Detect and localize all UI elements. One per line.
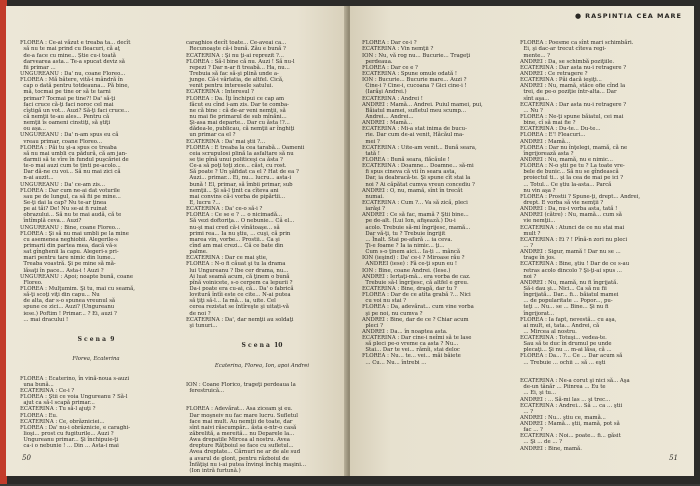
text-line: ECATERINA : Andrei... Să ... ca ... ştii [520, 402, 623, 409]
text-line: mari pentru tare nimic din lume... [20, 255, 116, 262]
text-line: ECATERINA : Ce-i ? [20, 388, 75, 394]
text-line: Băiatul mamei, sufletul meu scump... [362, 107, 467, 114]
text-line: ANDREI : Ce retragere ? [520, 71, 588, 78]
text-line: nu-şi mai cred că-i vînătoaşe... să [186, 224, 280, 231]
text-line: FLOREA : E'! Fleacuri... [520, 132, 586, 139]
text-line: Da-i poate era cu-ai, că... Da' o fabrică [186, 285, 294, 292]
text-line: perdeaua. [362, 58, 393, 65]
text-line: lui Ungureanu ? Ibe cer drama, nu... [186, 267, 289, 274]
text-line: bele de bunic... Să nu se gîndească [520, 169, 619, 176]
text-line: numai. [362, 193, 384, 200]
text-line: repezi ? Dar n-ar fi treabă... Ha, nu... [186, 64, 290, 71]
text-line: noi ? Ai căpătat cumva vreun concediu ? [362, 181, 475, 188]
text-line: primar? Tocmai pe tine?! Da' să-ţi [20, 95, 116, 102]
text-line: obrazului... Să nu te mai audă, că te [20, 212, 122, 219]
text-line: FLOREA : Dar cum ne-ai dat voturile [20, 187, 120, 194]
text-line: FLOREA : N-o ştii pe tu ? La toate vre- [520, 163, 625, 170]
text-line: ECATERINA : Da' mai ştii ?... [186, 138, 266, 145]
text-line: ANDREI : Da, nu-i vorba asta, tată ! [520, 206, 618, 213]
text-line: ECATERINA : Dar asta nu-i retragere ? [520, 64, 627, 71]
text-line: ANDREI : Nu, mamă, stăce ofie cînd la [520, 83, 626, 90]
left-page [6, 6, 348, 476]
text-line: Dar dă-ne cu voi... Să nu mai zici că [20, 169, 121, 176]
text-line: lăsaţi în pace... Asta-i ! Auzi ? [20, 267, 104, 274]
text-line: FLOREA : Ce-ai văzut e treaba ta... decît [20, 40, 131, 47]
running-header-title: RASPINTIA CEA MARE [585, 12, 682, 20]
left-page-column-1 [20, 28, 172, 458]
text-line: ... Nu ? [520, 107, 543, 114]
left-page-column-2 [186, 28, 338, 474]
text-line: ... Cu... Nu... întrebi ... [362, 359, 427, 366]
text-line: teţi ... Nu... se ... Bine... Şi nu fi [520, 304, 609, 311]
text-line: trei, de pe-o poziţie într-alta... Dar [520, 89, 617, 96]
text-line: ECATERINA : Păi dacă ieşiţi... [520, 77, 602, 84]
text-line: primi rea... Ia nu ştiu, ... cuşi, că prin [186, 230, 291, 237]
text-line: mă, tocmai pe tine or să te tarni [20, 89, 111, 96]
text-line: ECATERINA : Totuşi... vedea-te. [520, 335, 607, 342]
text-line: ECATERINA : Noi... poate... fi... găsit [520, 433, 621, 440]
text-line: ... Ei, şi tu... [520, 390, 557, 397]
text-line: mente... ? [520, 52, 551, 59]
text-line: Să-i dau şi... Nici... Ca să nu fii [520, 285, 607, 292]
text-line: Ei, şi dac-ar trecut cîteva regi- [520, 46, 607, 53]
text-line: ca-i o nebunie ! ... Din ... Asta-i mai [20, 443, 119, 450]
text-line: ANDREI : Bine, mamă. [520, 445, 582, 452]
text-line: ANDREI : Iertaţi-mă... era vorba de caz. [362, 273, 471, 280]
text-line: ECATERINA : Cum ?... Va să zică, pleci [362, 199, 468, 206]
text-line: bine, cî să mai fie ? [520, 120, 576, 127]
text-line: palme. [186, 249, 208, 256]
text-line: fii primar ... [20, 64, 56, 71]
text-line: făcut eu cînd i-am zis. Dar te comba- [186, 101, 289, 108]
text-line: pe de-alt. (Lui Ion, afişează.) Du-i [362, 218, 456, 225]
text-line: FLOREA : Mulţumim. Şi tu, mai cu seamă, [20, 285, 135, 292]
text-line: de alta, dar s-o spunea vreunul să [20, 298, 116, 305]
text-line: ... Înalt. Stai pe-afară ... ia ceva. [362, 236, 453, 243]
text-line: ECATERINA : Da', dar nemţii au soldaţi [186, 316, 294, 323]
text-line: lioşi... prost cu fugiturile... Auzi ? [20, 430, 114, 437]
scene-heading: S c e n a 9 [77, 336, 115, 344]
text-line: ANDREI (către) : Nu, mamă... cum să [520, 212, 622, 219]
text-line: ECATERINA : Interesul ? [186, 89, 254, 96]
text-line: (Ion intră furtună.) [186, 467, 241, 474]
scene-heading: S c e n a 10 [241, 342, 283, 350]
text-line: Floreo. [20, 279, 43, 286]
text-line: FLOREA : Mă bătere, vită-i mândră în [20, 77, 123, 84]
text-line: Ţi-e foame ? Ia ia nimic... ţi... [362, 242, 445, 249]
text-line: ECATERINA : Uite-am venit... Bună seara, [362, 144, 477, 151]
text-line: Recunoaşte că-i bună. Zău e bună ? [186, 46, 286, 53]
text-line: FLOREA : Dar nu înţelegi, mamă, că ne [520, 144, 628, 151]
text-line: Awa drepatile Mircea al nostru. Avea [186, 437, 290, 444]
dialogue-block [20, 40, 172, 322]
text-line: ANDREI : Sigur, mamă ! Dar nu se ... [520, 249, 621, 256]
text-line: vie nemţii... [520, 218, 556, 225]
text-line: Dar, ia deabracă-te. Şi spune cît stai la [362, 175, 471, 182]
scene-cast: Florea, Ecaterina [72, 356, 120, 363]
text-line: FLOREA : Dar de ce atîta grabă ?... Nici [362, 292, 471, 299]
text-line: cîştigă un vot... Auzi? Să-ţi faci cruce... [20, 107, 130, 114]
page-number-left: 50 [22, 454, 31, 462]
text-line: ION : Bucurie... Bucurie mare... Auzi ? [362, 77, 467, 84]
text-line: venit pentru interesele satului. [186, 83, 274, 90]
text-line: Ce-a să poţi toţi zice... căst, cu rost. [186, 163, 287, 170]
page-number-right: 51 [669, 454, 678, 462]
text-line: bună ! El, primar, să îmbii primar, sub [186, 181, 293, 188]
text-line: lovitură întîi este ce cite... N-ai putea [186, 292, 291, 299]
text-line: mei ? [362, 138, 380, 145]
text-line: primarii din partea mea, dacă vă-s [20, 242, 117, 249]
text-line: de-a face cu mine... Știe cu-i toată [20, 52, 116, 59]
text-line: plecaţi... Şi nu ... m-ai lăsa, că ... [520, 347, 612, 354]
text-line: ION : Coane Florico, trageţi perdeaua la [186, 381, 296, 388]
text-line: Ai luat seamă acum, că ţinem o bună [186, 273, 290, 280]
text-line: sînt naivi răscumpăr... ăsta e-ntr-o casă [186, 424, 297, 431]
text-line: ANDREI : Ce să fac, mamă ? Ştii bine... [362, 212, 469, 219]
text-line: spune ce zici... Auzi? (Ungureanu [20, 304, 115, 311]
text-line: ANDREI : Mamă... Andrei. Puiul mamei, pui, [362, 101, 483, 108]
text-line: FLOREA : Dar ce-i ? [362, 40, 417, 47]
text-line: Treaba voastră. Şi pe mine să mă- [20, 261, 116, 268]
text-line: Auzi... primar... Ei, nu... lucru... asta-i [186, 175, 292, 182]
text-line: nemţii... Şi să-l ţinit ca cîteva ani [186, 187, 279, 194]
text-line: ajut ca să-l scapă primar... [20, 400, 95, 407]
text-line: proiectul ti... şi la cea de mai pe ici ? [520, 175, 624, 182]
text-line: ANDREI : Nu... ştiu ce, mamă... [520, 414, 606, 421]
text-line: ION : Nu, vă rog nu... Bucurie... Trageţi [362, 52, 471, 59]
text-line: FLOREA : Eu. [20, 412, 58, 419]
text-line: FLOREA : Ne-ţi spune băiatul, cei mai [520, 114, 624, 120]
text-line: ECATERINA : Spune omule odată ! [362, 71, 458, 78]
text-line: darmii să te vîre în fundul puşcăriei de [20, 156, 129, 163]
scene-cast: Ecaterina, Florea, Ion, apoi Andrei [214, 362, 310, 369]
text-line: ... Mircea al nostru. [520, 328, 577, 335]
text-line: pleci ? [362, 322, 383, 329]
dialogue-block [520, 378, 676, 452]
text-line: junge. Că-i vărlatia, de altfel. Cică, [186, 77, 286, 84]
text-line: Andrei... Andrei... [362, 114, 414, 120]
text-line: pînă voinicete, s-o cerpem ca lepurii ? [186, 279, 293, 286]
text-line: Dar moşneiv nu fac mare lucru. Sufletul [186, 412, 298, 419]
text-line: FLOREA : Da. Îţi închipui ce cap am [186, 95, 285, 102]
text-line: ION : Bine, coane Andrei. (Iese.) [362, 267, 451, 274]
text-line: Şi-asa mai departe... Dar cu ăsta !?... [186, 120, 290, 127]
text-line: de-un tânăr ... Piinrea ... Eu te [520, 384, 606, 391]
text-line: se ție pînă unui politiceşi ca ăsta ? [186, 156, 283, 163]
text-line: un primar ca el ? [186, 132, 236, 139]
text-line: să pleci pe-o vreme ca asta ? Nu... [362, 341, 459, 348]
text-line: FLOREA : Bună seara, flăcăule ! [362, 156, 450, 163]
text-line: FLOREA : Dar ce e ? [362, 64, 418, 71]
text-line: şi tunuri... [186, 322, 218, 329]
text-line: face mai mult. Au nemţii de toate, dar [186, 418, 293, 425]
text-line: Se-ţi dai la cap? Nu te-ar ţinea [20, 199, 107, 206]
text-line: nemţii îs oameni cinstiţi, să ştiţi [20, 120, 111, 127]
text-line: ... Şi ... de ... ? [520, 439, 562, 446]
text-line: ou așa... [20, 126, 46, 133]
text-line: ANDREI : Da, se schimbă poziţiile. [520, 58, 615, 65]
text-line: ANDREI : Nu, mamă, nu fi îngrijată. [520, 279, 619, 286]
text-line: ANDREI : Nu, mamă, nu e nimic... [520, 156, 613, 163]
text-line: cu voi nu stai ? [362, 298, 407, 305]
text-line: FLOREA : Nu... te... vei... măi băiete [362, 353, 461, 360]
text-line: Sau să te duc în drumul pe unde [520, 341, 612, 348]
text-line: ANDREI : Mamă... ştii, mamă, pot să [520, 421, 620, 428]
text-line: ECATERINA : Bine, ştiu ! Dar de ce s-au [520, 261, 630, 268]
text-line: te-o mai auzi cum te ținti pe-acolo... [20, 163, 121, 170]
text-line: ANDREI : Da... în noaptea asta. [362, 328, 448, 335]
text-line: ANDREI : Mamă... [520, 138, 571, 145]
text-line: ... ? [520, 408, 534, 415]
text-line: ECATERINA : Ei ? ! Pînă-n zori nu pleci [520, 236, 628, 243]
text-line: ANDREI : ... Să-mi las ... şi trec... [520, 396, 611, 403]
text-line: E, lucru ?... [186, 199, 221, 206]
text-line: Dar vă-ţi, tu ? Trebuie îngrijit [362, 230, 446, 237]
text-line: ECATERINA : Da' ce-o să-i ? [186, 206, 263, 213]
text-line: FLOREA : Păi tu şi-a spus ce treaba [20, 144, 117, 151]
text-line: Înfăţişi nu i-ai putea învinşi închiş maşini... [186, 461, 307, 468]
text-line: îngrijată... Dar... fi... băiatul mamei [520, 292, 619, 299]
text-line: să nu mai umbli cu pădură, că am jan- [20, 150, 127, 157]
text-line: dădea-le, publicau, că nemţii ar înghiţi [186, 126, 295, 133]
running-header [575, 12, 682, 20]
text-line: UNGUREANU : Bine, coane Floreo... [20, 224, 121, 231]
text-line: FLOREA : Adevărat... Asa ziceam şi eu. [186, 406, 293, 413]
text-line: UNGUREANU : Da' nu, coane Floreo... [20, 71, 126, 78]
text-line: mai convins că-i vorba de pipărtii... [186, 193, 286, 200]
dialogue-block [20, 376, 172, 450]
text-line: ECATERINA : Andrei ! [362, 95, 423, 102]
text-line: FLOREA : N-o fi căuat şi tu la drama [186, 261, 286, 268]
text-line: Trebuia să fac să-şi plină unde a- [186, 71, 279, 78]
text-line: cu asemenea neghiobii. Alegerile-s [20, 236, 118, 243]
text-line: ... Totul... Ce ştiu la-asta... Parcă [520, 181, 612, 188]
text-line: Avea dreptate... Cărnuri ne ar de ale sud [186, 449, 301, 456]
text-line: iarăşi ? [362, 206, 386, 213]
text-line: şi pe noi, nu cumva ? [362, 310, 423, 317]
text-line: FLOREA : Da... ?... Ce ... Dar acum să [520, 353, 623, 360]
text-line: una bună... [20, 381, 54, 388]
text-line: UNGUREANU : Apoi; noapte bună, coane [20, 273, 133, 280]
text-line: ECATERINA : Du-te... Du-te... [520, 126, 601, 133]
text-line: ANDREI (iese) : Fă ce-ţi spun eu ! [362, 261, 458, 268]
text-line: FLOREA : Da, adevărat... cum vine vorba [362, 304, 474, 311]
text-line: UNGUREANU : Da' n-am spus eu că [20, 132, 119, 139]
text-line: iese.) Poftim ! Primar... ? Ei, auzi ? [20, 310, 117, 317]
text-line: ferestruică... [186, 388, 225, 394]
text-line: zăbrelită, a mereită... nu Deparele la... [186, 431, 295, 438]
text-line: ECATERINA : Dar cine-i neîmi să te lase [362, 335, 472, 342]
text-line: retras acolo dincolo ? Şi-ţi-ai spus ... [520, 267, 623, 274]
text-line: FLOREA : Şi să nu mai umbli pe la mine [20, 230, 129, 237]
text-line: ION (ieşind) : Da' ce-i ? Miroase rău ? [362, 255, 465, 262]
text-line: noi ? [520, 273, 537, 280]
text-line: acolo. Trebuie să-mi îngrijesc, mamă... [362, 224, 471, 231]
text-line: FLOREA : Ia fapt, nevestă... cu aşa, [520, 316, 617, 323]
text-line: rie. Dar cum de-ai venit, Hăcăul ma- [362, 132, 464, 139]
text-line: Stai... Dar te vei... rămîi, stai deloc [362, 347, 460, 354]
text-line: tată ! [362, 150, 380, 157]
text-line: să nu te mai prind cu fleacuri, că aţ [20, 46, 120, 53]
text-line: FLOREA : Să-l bine că nu. Auzi ! Să nu-l [186, 58, 295, 65]
text-line: ECATERINA : Dar ce mai ştie, [186, 255, 268, 262]
text-line: Să vezi doftoriţa... O nebunie... Că el... [186, 218, 295, 225]
dialogue-block [186, 406, 338, 474]
text-line: cap o dată pentru totdeauna... Pă bine, [20, 83, 130, 90]
dialogue-block [362, 40, 512, 365]
text-line: Trebuie să-l îngrijesc, că altfel e greu. [362, 279, 469, 286]
text-line: FLOREA : Ştii ce voia Ungureanu ? Să-l [20, 394, 128, 401]
text-line: marea vin, vorbe... Prostii... Ca şi [186, 236, 280, 243]
text-line: (Iarăşi Andrei.) [362, 89, 407, 96]
text-line: FLOREA : Poesme ca sînt mari schimbări. [520, 40, 634, 47]
dialogue-block [186, 382, 338, 394]
bullet-icon: ● [574, 12, 583, 20]
text-line: pe ai tăi? De! Nu se-ai fi ruinat [20, 206, 108, 213]
text-line: Ungureanu primar... Şi închipuie-ţi [20, 437, 119, 444]
text-line: sau pe de lungul, ca să fii pe mine... [20, 193, 121, 200]
text-line: de noi ? [186, 310, 211, 317]
text-line: să ţiţi să-l... Ia mă... ia, uite. Cel [186, 298, 276, 305]
text-line: caraghios decît toate... Ce-aveai ca... [186, 40, 287, 47]
text-line: a avarul de glont, pentru războiul de [186, 455, 289, 462]
text-line: ANDREI : O, nu, mamă, sînt în trecăt [362, 187, 463, 194]
text-line: ECATERINA : Ce, obrăzniciei... [20, 418, 105, 425]
text-line: drept. E vorba să vie nemţii ? [520, 199, 604, 206]
text-line: Să poate ? Un şăfidat ca el ? Hat de ea ? [186, 169, 299, 176]
text-line: fi spus cineva că vii în seara asta, [362, 169, 457, 176]
text-line: ... ? [520, 242, 534, 249]
text-line: trage în jos. [520, 255, 556, 262]
text-line: ECATERINA : Bine, dragă, dar tu ? [362, 285, 457, 292]
right-page [350, 6, 694, 476]
text-line: fac ... ? [520, 427, 543, 434]
text-line: ECATERINA : Şi nu ţi-ai reprezit ?... [186, 52, 284, 59]
text-line: sat gînghenii la capu. Alegeri-s pri- [20, 249, 119, 256]
dialogue-block [186, 40, 338, 329]
text-line: faci cruce că-ţi faci noroc cel mai [20, 101, 114, 108]
text-line: cerea rezistat se întîreşte şi uitați-vă [186, 304, 289, 311]
text-line: îngrijorează asta ? [520, 150, 574, 157]
text-line: cînd am mai crezi... Că ce bate din [186, 242, 284, 249]
text-line: sînt aşa... [520, 95, 550, 102]
text-line: ECATERINA : Vin nemţii ? [362, 46, 434, 53]
text-line: mult ? [520, 230, 541, 237]
text-line: ne că bine : că de-ar veni nemţii, să [186, 107, 286, 114]
right-page-column-2 [520, 28, 676, 458]
text-line: ceia scrupulosi plină la asfaltare să nu [186, 150, 294, 157]
right-page-column-1 [362, 28, 512, 458]
text-line: Cum s-o ţinem aici... Ia-ți ... mâncă [362, 249, 461, 256]
text-line: ECATERINA : Ne-a corut şi nici să... Aşa [520, 378, 630, 385]
text-line: FLOREA : E treaba la cea tarabă... Oamenii [186, 144, 305, 151]
text-line: FLOREA : Prostii ? Spune-ţi, drept... Andrei, [520, 193, 641, 200]
text-line: UNGUREANU : Da' ce-am zis... [20, 181, 106, 188]
text-line: FLOREA : Da' nu-i obrăznicie, e caraghi- [20, 424, 131, 431]
text-line: că nemţii te-au ales... Pentru că [20, 114, 110, 120]
text-line: ECATERINA : Atunci de ce nu stai mai [520, 224, 625, 231]
text-line: îngrijorat... [520, 310, 555, 317]
text-line: întîmplă ceva... Auzi? [20, 218, 82, 225]
text-line: ANDREI : Mamă... [362, 120, 413, 127]
text-line: FLOREA : Ce se e ? ... o nicimadă... [186, 212, 283, 219]
text-line: Cine-i ? Cine-i, cucoana ? Gici cine-i ! [362, 83, 467, 90]
text-line: ... de popularitate ... Popor..., pu- [520, 298, 613, 305]
text-line: nu vin aşa ? [520, 187, 556, 194]
text-line: nu mai fie primarul de sub mînăni... [186, 114, 287, 120]
text-line: darvearea asta... Te-a spucat deviz să [20, 58, 125, 65]
dialogue-block [520, 40, 676, 365]
text-line: ... mai dracului ! [20, 316, 69, 323]
text-line: vreau primar, coane Floreo... [20, 138, 103, 145]
text-line: ECATERINA : Mi-a stat inima de bucu- [362, 126, 467, 133]
text-line: FLOREA : Ecaterino, în vină-noua s-auzi [20, 375, 130, 382]
text-line: drepture Rățboiul se face cu sufletul... [186, 443, 294, 450]
text-line: ECATERINA : Dar asta nu-i retragere ? [520, 101, 627, 108]
text-line: ANDREI : Bine, dar de ce ? Chiar acum [362, 316, 469, 323]
text-line: ... Trebuie ... ochii ... să ... eşti [520, 359, 606, 366]
text-line: ECATERINA : Doamne... Doamne... să-mi [362, 163, 474, 170]
text-line: n-ai auzit... [20, 175, 54, 182]
text-line: să-ţi scoţi viţi din capu... Nu [20, 292, 100, 299]
text-line: ECATERINA : Tu să-l ajuţi ? [20, 406, 96, 413]
text-line: ai mult, ei, tata... Andrei, că [520, 322, 600, 329]
